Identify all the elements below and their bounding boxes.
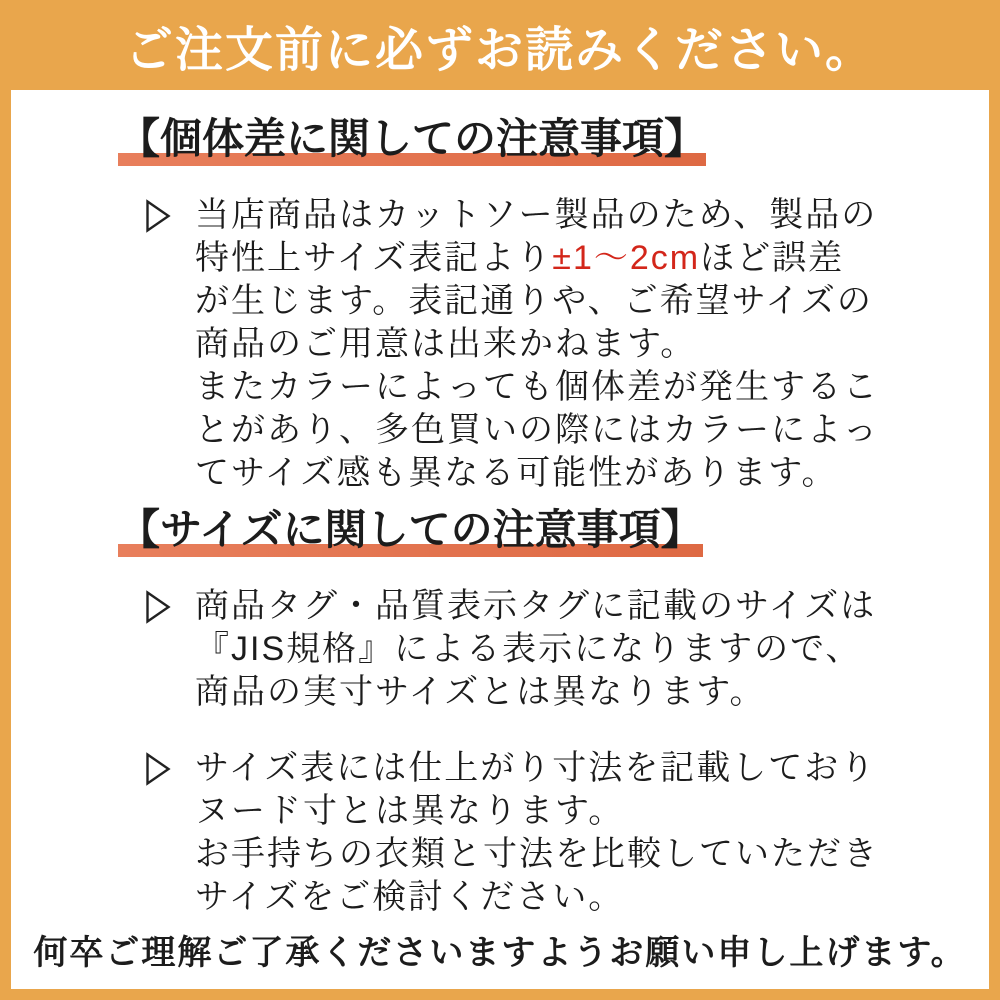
text-line: 『JIS規格』による表示になりますので、 bbox=[195, 630, 862, 668]
banner-title: ご注文前に必ずお読みください。 bbox=[124, 23, 875, 77]
text-line: 商品のご用意は出来かねます。 bbox=[195, 325, 697, 363]
triangle-bullet-icon bbox=[145, 590, 171, 624]
content-area bbox=[11, 90, 989, 989]
text-line: とがあり、多色買いの際にはカラーによっ bbox=[195, 411, 879, 449]
note-item bbox=[145, 585, 989, 714]
text-line: サイズ表には仕上がり寸法を記載しており bbox=[195, 749, 877, 787]
section-individual-difference bbox=[11, 114, 989, 495]
text-line: 商品タグ・品質表示タグに記載のサイズは bbox=[195, 587, 877, 625]
note-text bbox=[195, 194, 879, 495]
triangle-bullet-icon bbox=[145, 199, 171, 233]
text-line: てサイズ感も異なる可能性があります。 bbox=[195, 454, 838, 492]
text-line: が生じます。表記通りや、ご希望サイズの bbox=[195, 282, 873, 320]
text-line: 当店商品はカットソー製品のため、製品の bbox=[195, 196, 878, 234]
section-size bbox=[11, 505, 989, 919]
closing-note: 何卒ご理解ご了承くださいますようお願い申し上げます。 bbox=[33, 934, 967, 972]
section-heading-individual-difference bbox=[118, 114, 989, 166]
triangle-bullet-icon bbox=[145, 752, 171, 786]
section-heading-text: 【サイズに関しての注意事項】 bbox=[118, 505, 703, 557]
text-line: サイズをご検討ください。 bbox=[195, 878, 625, 916]
text-segment: ほど誤差 bbox=[700, 239, 845, 277]
section-heading-size bbox=[118, 505, 989, 557]
tolerance-value: ±1〜2cm bbox=[552, 239, 701, 277]
text-line: またカラーによっても個体差が発生するこ bbox=[195, 368, 879, 406]
section-heading-text: 【個体差に関しての注意事項】 bbox=[118, 114, 706, 166]
text-line bbox=[195, 237, 879, 280]
note-item bbox=[145, 194, 989, 495]
note-text bbox=[195, 585, 876, 714]
note-item bbox=[145, 747, 989, 919]
text-line: ヌード寸とは異なります。 bbox=[195, 792, 625, 830]
text-segment: 特性上サイズ表記より bbox=[195, 239, 553, 277]
text-line: お手持ちの衣類と寸法を比較していただき bbox=[195, 835, 879, 873]
notes-list bbox=[11, 585, 989, 919]
notes-list bbox=[11, 194, 989, 495]
text-line: 商品の実寸サイズとは異なります。 bbox=[195, 673, 766, 711]
top-banner bbox=[0, 0, 1000, 90]
note-text bbox=[195, 747, 879, 919]
